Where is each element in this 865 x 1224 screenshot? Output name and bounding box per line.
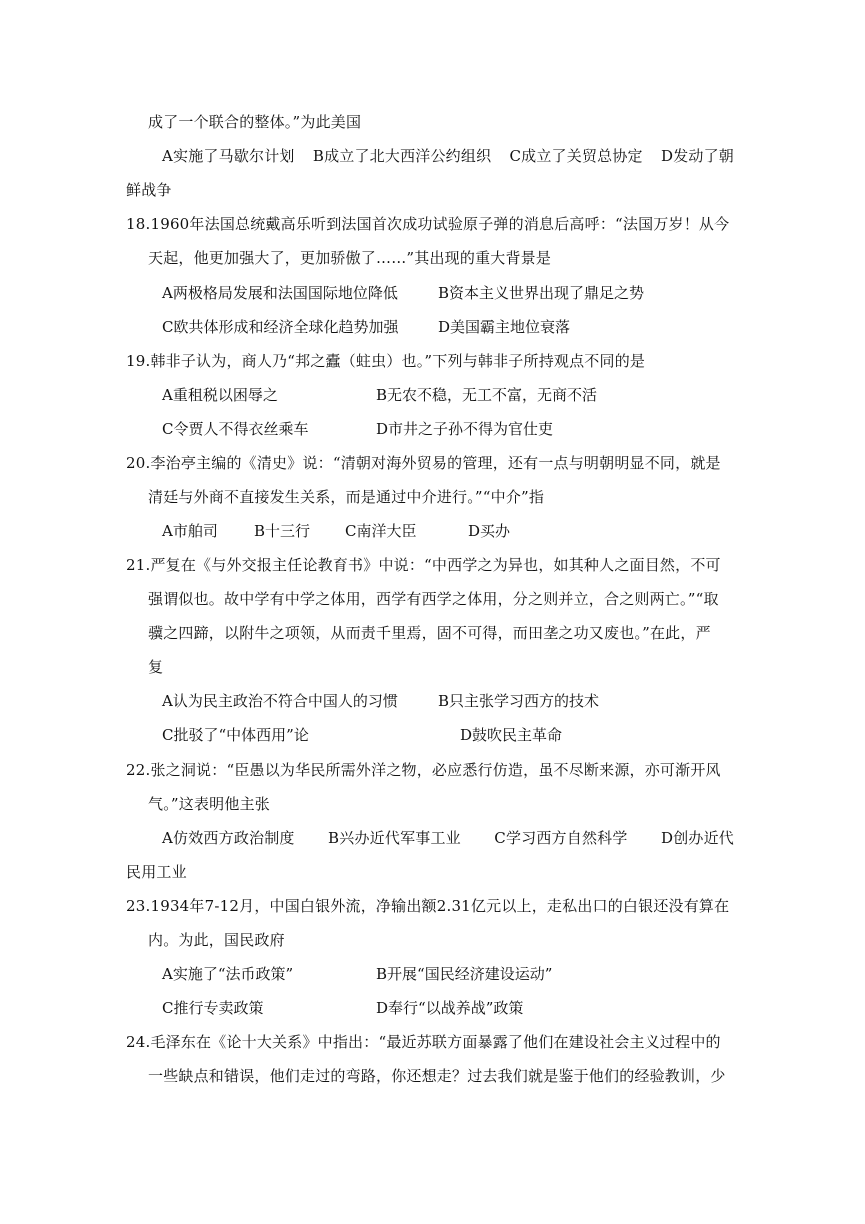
- q17-option-a: A实施了马歇尔计划: [162, 147, 295, 165]
- q22-stem-line-1: 22.张之洞说：“臣愚以为华民所需外洋之物，必应悉行仿造，虽不尽断来源，亦可渐开风: [126, 761, 721, 779]
- q22-option-b: B兴办近代军事工业: [328, 829, 461, 847]
- q21-stem-line-2: 强谓似也。故中学有中学之体用，西学有西学之体用，分之则并立，合之则两亡。”“取: [148, 590, 719, 608]
- q17-stem-end: 成了一个联合的整体。”为此美国: [148, 113, 362, 131]
- q22-option-a: A仿效西方政治制度: [162, 829, 295, 847]
- q20-option-a: A市舶司: [162, 522, 218, 540]
- q19-stem: 19.韩非子认为，商人乃“邦之蠹（蛀虫）也。”下列与韩非子所持观点不同的是: [126, 352, 646, 370]
- q20-option-d: D买办: [468, 522, 511, 540]
- q18-stem-line-2: 天起，他更加强大了，更加骄傲了……”其出现的重大背景是: [148, 249, 552, 267]
- q20-stem-line-2: 清廷与外商不直接发生关系，而是通过中介进行。”“中介”指: [148, 488, 545, 506]
- q23-stem-line-2: 内。为此，国民政府: [148, 931, 285, 949]
- q24-stem-line-1: 24.毛泽东在《论十大关系》中指出：“最近苏联方面暴露了他们在建设社会主义过程中的: [126, 1033, 721, 1051]
- q17-option-d-cont: 鲜战争: [126, 181, 172, 199]
- q19-option-b: B无农不稳，无工不富，无商不活: [376, 386, 598, 404]
- q19-option-a: A重租税以困辱之: [162, 386, 278, 404]
- q21-stem-line-3: 骥之四蹄，以附牛之项领，从而责千里焉，固不可得，而田垄之功又废也。”在此，严: [148, 624, 711, 642]
- q17-option-b: B成立了北大西洋公约组织: [312, 147, 492, 165]
- q17-option-c: C成立了关贸总协定: [509, 147, 643, 165]
- q18-option-d: D美国霸主地位衰落: [438, 318, 571, 336]
- q17-options-row: [162, 146, 734, 166]
- q19-option-d: D市井之子孙不得为官仕吏: [376, 420, 554, 438]
- q21-option-d: D鼓吹民主革命: [460, 726, 563, 744]
- q23-option-b: B开展“国民经济建设运动”: [376, 965, 553, 983]
- q20-stem-line-1: 20.李治亭主编的《清史》说：“清朝对海外贸易的管理，还有一点与明朝明显不同，就是: [126, 454, 721, 472]
- q18-stem-line-1: 18.1960年法国总统戴高乐听到法国首次成功试验原子弹的消息后高呼：“法国万岁！从今: [126, 215, 730, 233]
- q21-option-c: C批驳了“中体西用”论: [162, 726, 309, 744]
- q23-option-a: A实施了“法币政策”: [162, 965, 294, 983]
- q22-option-d: D创办近代: [660, 829, 734, 847]
- q18-option-a: A两极格局发展和法国国际地位降低: [162, 284, 398, 302]
- q22-stem-line-2: 气。”这表明他主张: [148, 795, 270, 813]
- q23-option-c: C推行专卖政策: [162, 999, 264, 1017]
- q22-options-row: [162, 828, 734, 848]
- q19-option-c: C令贾人不得衣丝乘车: [162, 420, 309, 438]
- q23-stem-line-1: 23.1934年7-12月，中国白银外流，净输出额2.31亿元以上，走私出口的白银还没有算在: [126, 897, 730, 915]
- q20-option-b: B十三行: [254, 522, 311, 540]
- q24-stem-line-2: 一些缺点和错误，他们走过的弯路，你还想走？过去我们就是鉴于他们的经验教训，少: [148, 1067, 726, 1085]
- q18-option-c: C欧共体形成和经济全球化趋势加强: [162, 318, 399, 336]
- q21-stem-line-4: 复: [148, 658, 164, 676]
- q17-option-d: D发动了朝: [660, 147, 734, 165]
- q20-option-c: C南洋大臣: [345, 522, 417, 540]
- q18-option-b: B资本主义世界出现了鼎足之势: [438, 284, 645, 302]
- q22-option-d-cont: 民用工业: [126, 863, 187, 881]
- q22-option-c: C学习西方自然科学: [494, 829, 628, 847]
- q21-option-a: A认为民主政治不符合中国人的习惯: [162, 692, 398, 710]
- q23-option-d: D奉行“以战养战”政策: [376, 999, 524, 1017]
- q21-stem-line-1: 21.严复在《与外交报主任论教育书》中说：“中西学之为异也，如其种人之面目然，不可: [126, 556, 721, 574]
- q21-option-b: B只主张学习西方的技术: [438, 692, 600, 710]
